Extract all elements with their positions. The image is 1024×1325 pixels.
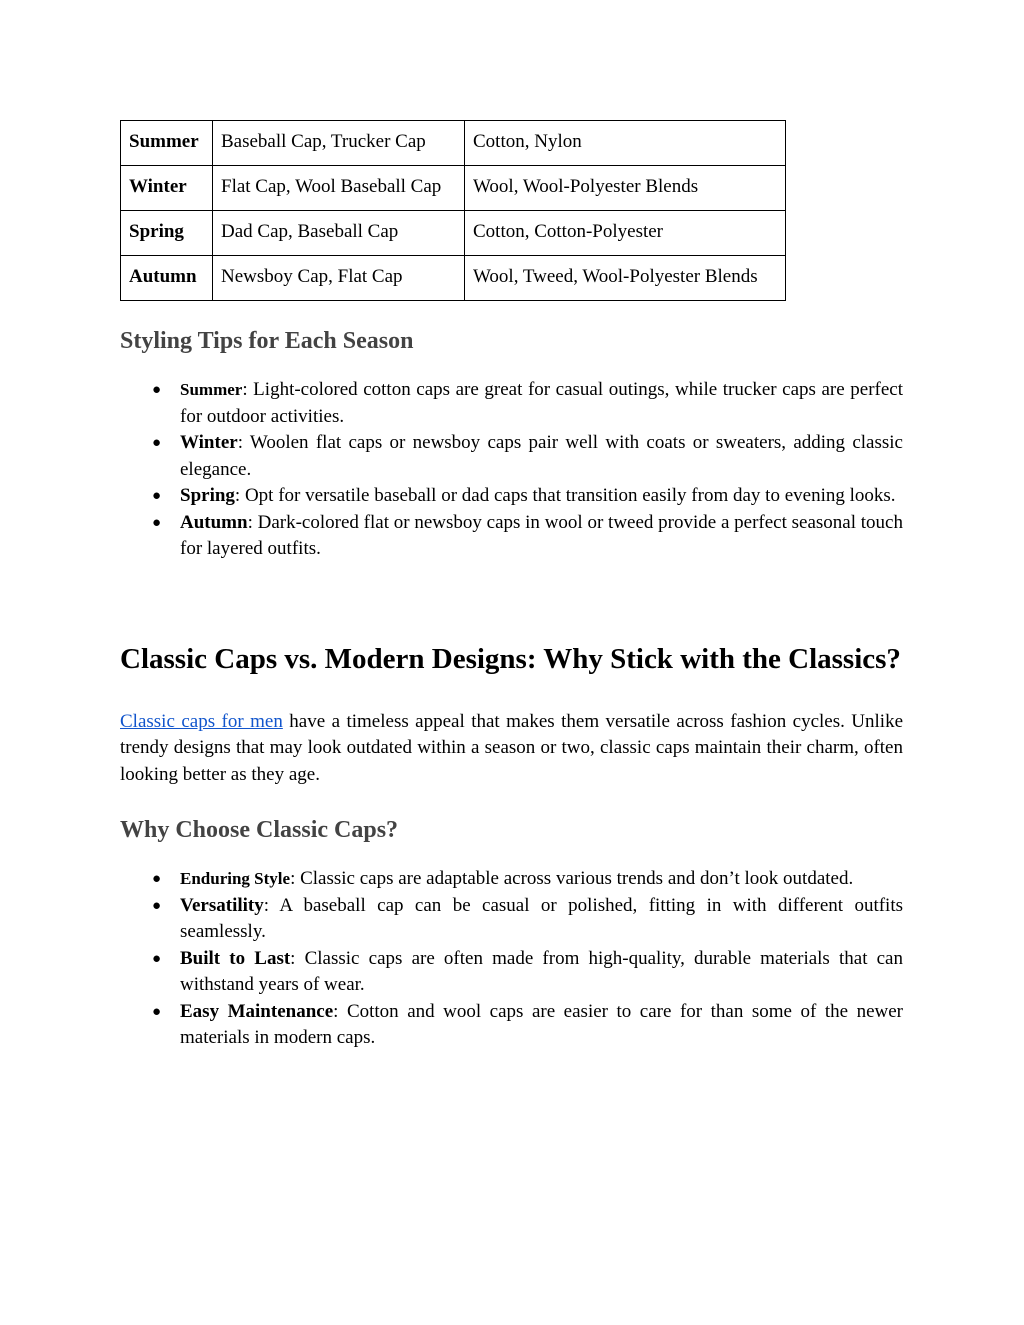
list-item-text: : Woolen flat caps or newsboy caps pair well with coats or sweaters, adding classic elegance.: [180, 432, 903, 480]
document-page: [120, 120, 903, 1052]
styling-tips-list: [120, 377, 903, 563]
list-item: [120, 510, 903, 563]
classic-vs-modern-heading: Classic Caps vs. Modern Designs: Why Stick with the Classics?: [120, 642, 901, 675]
table-row: [121, 256, 786, 301]
caps-cell: Dad Cap, Baseball Cap: [213, 211, 465, 256]
bullet-icon: ●: [152, 514, 162, 531]
bullet-icon: ●: [152, 871, 162, 887]
list-item-term: Summer: [180, 380, 243, 399]
season-cell: Winter: [121, 166, 213, 211]
list-item: [120, 866, 903, 893]
list-item-term: Spring: [180, 485, 235, 506]
bullet-icon: ●: [152, 897, 162, 914]
classic-paragraph: [120, 709, 903, 789]
bullet-icon: ●: [152, 1003, 162, 1020]
list-item-text: : Classic caps are adaptable across various trends and don’t look outdated.: [290, 868, 854, 889]
materials-cell: Wool, Wool-Polyester Blends: [465, 166, 786, 211]
bullet-icon: ●: [152, 488, 162, 504]
list-item: [120, 483, 903, 510]
bullet-icon: ●: [152, 382, 162, 398]
list-item-text: : A baseball cap can be casual or polished, fitting in with different outfits seamlessly.: [180, 894, 903, 942]
bullet-icon: ●: [152, 950, 162, 967]
styling-tips-heading: Styling Tips for Each Season: [120, 328, 414, 354]
caps-cell: Newsboy Cap, Flat Cap: [213, 256, 465, 301]
classic-caps-link[interactable]: Classic caps for men: [120, 710, 283, 732]
table-row: [121, 211, 786, 256]
season-cell: Autumn: [121, 256, 213, 301]
list-item: [120, 946, 903, 999]
season-cell: Summer: [121, 121, 213, 166]
materials-cell: Cotton, Cotton-Polyester: [465, 211, 786, 256]
list-item-term: Winter: [180, 432, 238, 453]
list-item-text: : Light-colored cotton caps are great for casual outings, while trucker caps are perfect for outdoor activities.: [180, 379, 903, 427]
list-item-text: : Classic caps are often made from high-quality, durable materials that can withstand years of wear.: [180, 947, 903, 995]
materials-cell: Cotton, Nylon: [465, 121, 786, 166]
caps-cell: Flat Cap, Wool Baseball Cap: [213, 166, 465, 211]
list-item: [120, 430, 903, 483]
season-cap-table: [120, 120, 786, 301]
list-item-term: Versatility: [180, 894, 264, 916]
list-item: [120, 893, 903, 946]
classic-paragraph-text: have a timeless appeal that makes them versatile across fashion cycles. Unlike trendy designs that may look outdated within a season or two, classic caps maintain their charm, often looking better as they age.: [120, 710, 904, 785]
list-item-term: Enduring Style: [180, 869, 291, 888]
bullet-icon: ●: [152, 435, 162, 451]
list-item-term: Easy Maintenance: [180, 1000, 334, 1022]
list-item: [120, 999, 903, 1052]
list-item-text: : Dark-colored flat or newsboy caps in wool or tweed provide a perfect seasonal touch for layered outfits.: [180, 511, 903, 559]
season-cell: Spring: [121, 211, 213, 256]
list-item-term: Built to Last: [180, 947, 291, 969]
caps-cell: Baseball Cap, Trucker Cap: [213, 121, 465, 166]
why-choose-list: [120, 866, 903, 1052]
materials-cell: Wool, Tweed, Wool-Polyester Blends: [465, 256, 786, 301]
table-row: [121, 166, 786, 211]
list-item-text: : Cotton and wool caps are easier to care for than some of the newer materials in modern caps.: [180, 1000, 904, 1048]
list-item: [120, 377, 903, 430]
why-choose-heading: Why Choose Classic Caps?: [120, 817, 399, 843]
list-item-text: : Opt for versatile baseball or dad caps that transition easily from day to evening looks.: [234, 485, 896, 506]
list-item-term: Autumn: [180, 511, 248, 533]
table-row: [121, 121, 786, 166]
